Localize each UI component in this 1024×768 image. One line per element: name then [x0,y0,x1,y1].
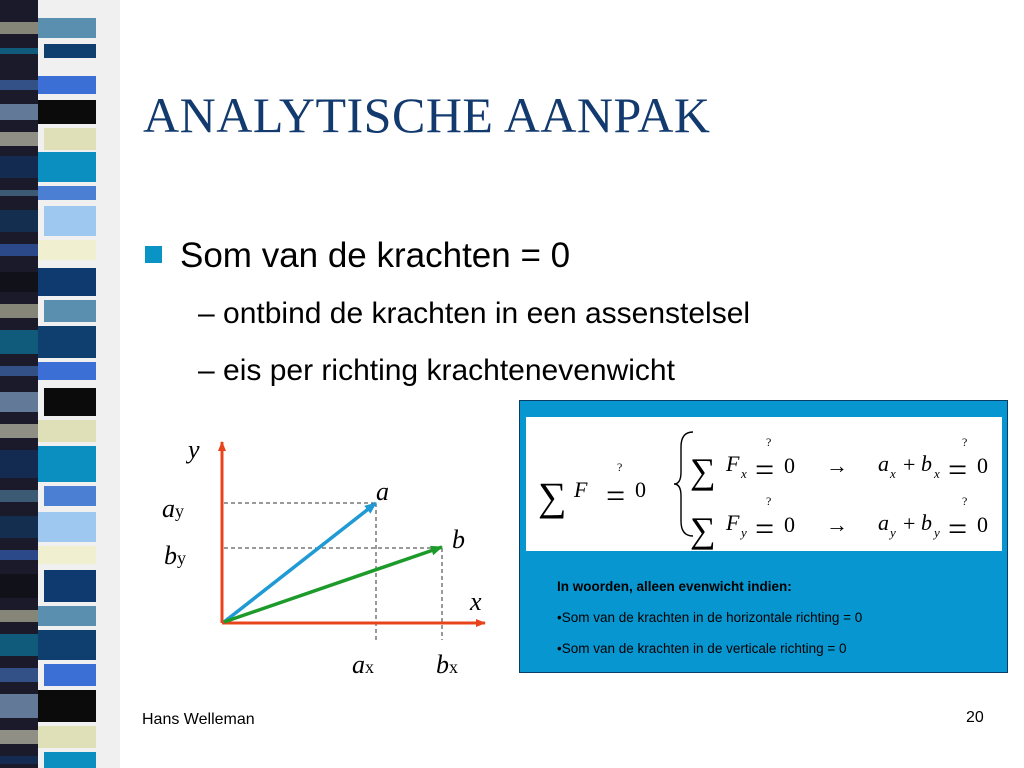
row2-b: b [921,510,932,535]
row2-plus: + [903,511,916,536]
sub-bullet-2-text: eis per richting krachtenevenwicht [223,354,675,387]
bx-label: bx [436,650,458,679]
row1-ax: x [890,466,896,481]
row1-q2: ? [962,435,968,449]
equilibrium-words [557,571,862,664]
words-item-horizontal: •Som van de krachten in de horizontale richting = 0 [557,610,863,625]
row2-Fy: y [741,525,747,540]
sub-bullet-1-text: ontbind de krachten in een assenstelsel [223,297,751,330]
row2-eq1: = [755,511,775,548]
equilibrium-panel [519,400,1008,673]
formula-eq: = [606,478,626,515]
y-axis-label: y [188,435,200,464]
row1-b: b [921,451,932,476]
words-item-vertical: •Som van de krachten in de verticale richting = 0 [557,641,847,656]
row2-q2: ? [962,494,968,508]
page-number: 20 [966,709,984,726]
bullet-main [145,236,570,276]
bullet-main-text: Som van de krachten = 0 [180,236,571,275]
decorative-stripe [0,0,120,768]
formula-q: ? [617,460,623,474]
row1-F: F [726,451,740,476]
vector-diagram [140,430,500,690]
row1-sum: ∑ [690,451,716,491]
row2-sum: ∑ [690,510,716,550]
x-axis-label: x [470,587,482,616]
row1-eq1: = [755,452,775,489]
row1-bx: x [934,466,940,481]
sub-bullet-dash: – [198,297,224,330]
vector-b-arrow [224,547,442,622]
row1-plus: + [903,452,916,477]
row2-a: a [878,510,889,535]
equilibrium-formula [526,417,1002,551]
row1-Fx: x [741,466,747,481]
row2-zero1: 0 [784,512,795,537]
slide-title: ANALYTISCHE AANPAK [143,87,711,143]
row1-q1: ? [766,435,772,449]
row2-q1: ? [766,494,772,508]
row1-zero2: 0 [977,453,988,478]
vector-a-arrow [224,503,376,622]
row2-ay: y [890,525,896,540]
row2-arrow: → [826,512,848,537]
by-label: by [164,541,186,570]
formula-F: F [574,477,588,502]
row2-eq2: = [948,511,968,548]
words-heading: In woorden, alleen evenwicht indien: [557,579,792,594]
footer-author: Hans Welleman [142,711,255,728]
formula-zero: 0 [635,477,646,502]
bullet-square-icon [145,246,162,263]
vector-a-label: a [376,477,389,506]
row2-zero2: 0 [977,512,988,537]
sub-bullet-dash: – [198,354,224,387]
row1-zero1: 0 [784,453,795,478]
vector-b-label: b [452,525,465,554]
sum-symbol: ∑ [538,474,567,519]
row2-by: y [934,525,940,540]
sub-bullet-2 [198,354,675,388]
sub-bullet-1 [198,297,750,331]
row1-eq2: = [948,452,968,489]
row2-F: F [726,510,740,535]
ay-label: ay [162,494,184,523]
row1-arrow: → [826,453,848,478]
row1-a: a [878,451,889,476]
ax-label: ax [352,650,374,679]
